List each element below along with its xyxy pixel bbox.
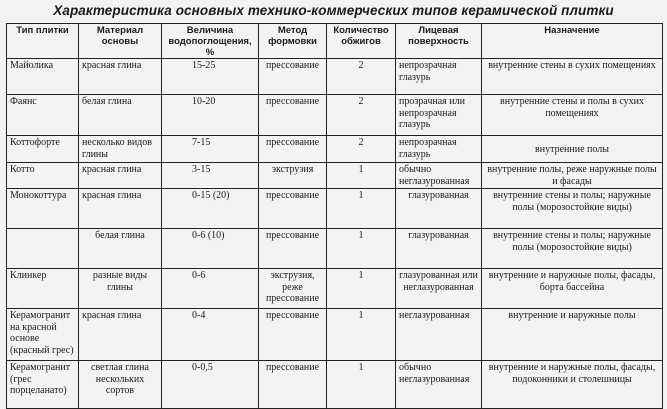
- table-header-row: [7, 24, 663, 59]
- cell-type: Котто: [7, 163, 79, 189]
- cell-type: Керамогранит (грес порцеланато): [7, 361, 79, 409]
- table-row: [7, 59, 663, 95]
- cell-firings: 2: [327, 95, 396, 136]
- cell-material: красная глина: [79, 309, 162, 361]
- cell-surface: обычно неглазурованная: [396, 163, 482, 189]
- page-title: Характеристика основных технико-коммерческих типов керамической плитки: [53, 3, 614, 18]
- cell-purpose: внутренние и наружные полы, фасады, борта бассейна: [482, 269, 663, 309]
- cell-method: прессование: [259, 361, 327, 409]
- cell-method: прессование: [259, 59, 327, 95]
- column-header-material: Материал основы: [79, 24, 162, 59]
- cell-surface: непрозрачная глазурь: [396, 59, 482, 95]
- column-header-method: Метод формовки: [259, 24, 327, 59]
- cell-material: красная глина: [79, 163, 162, 189]
- cell-method: прессование: [259, 136, 327, 163]
- cell-purpose: внутренние стены и полы в сухих помещениях: [482, 95, 663, 136]
- cell-type: Клинкер: [7, 269, 79, 309]
- cell-absorption: 3-15: [162, 163, 259, 189]
- cell-method: прессование: [259, 95, 327, 136]
- cell-purpose: внутренние стены в сухих помещениях: [482, 59, 663, 95]
- cell-firings: 1: [327, 361, 396, 409]
- table-row: [7, 136, 663, 163]
- cell-material: несколько видов глины: [79, 136, 162, 163]
- cell-purpose: внутренние стены и полы; наружные полы (морозостойкие виды): [482, 189, 663, 229]
- cell-absorption: 10-20: [162, 95, 259, 136]
- cell-method: экструзия: [259, 163, 327, 189]
- cell-surface: неглазурованная: [396, 309, 482, 361]
- table-row: [7, 269, 663, 309]
- table-row: [7, 309, 663, 361]
- cell-material: разные виды глины: [79, 269, 162, 309]
- cell-purpose: внутренние полы: [482, 136, 663, 163]
- table-row: [7, 95, 663, 136]
- cell-purpose: внутренние полы, реже наружные полы и фасады: [482, 163, 663, 189]
- cell-type: [7, 229, 79, 269]
- cell-material: красная глина: [79, 189, 162, 229]
- cell-method: прессование: [259, 309, 327, 361]
- cell-surface: глазурованная или неглазурованная: [396, 269, 482, 309]
- cell-firings: 1: [327, 163, 396, 189]
- cell-type: Майолика: [7, 59, 79, 95]
- cell-absorption: 0-6: [162, 269, 259, 309]
- cell-type: Фаянс: [7, 95, 79, 136]
- cell-surface: глазурованная: [396, 229, 482, 269]
- cell-method: прессование: [259, 229, 327, 269]
- cell-absorption: 0-6 (10): [162, 229, 259, 269]
- cell-surface: непрозрачная глазурь: [396, 136, 482, 163]
- cell-surface: прозрачная или непрозрачная глазурь: [396, 95, 482, 136]
- cell-purpose: внутренние и наружные полы: [482, 309, 663, 361]
- cell-firings: 2: [327, 59, 396, 95]
- table-row: [7, 229, 663, 269]
- column-header-type: Тип плитки: [7, 24, 79, 59]
- cell-material: светлая глина нескольких сортов: [79, 361, 162, 409]
- table-row: [7, 163, 663, 189]
- cell-firings: 1: [327, 229, 396, 269]
- cell-purpose: внутренние и наружные полы, фасады, подоконники и столешницы: [482, 361, 663, 409]
- column-header-purpose: Назначение: [482, 24, 663, 59]
- cell-firings: 1: [327, 269, 396, 309]
- cell-surface: глазурованная: [396, 189, 482, 229]
- cell-purpose: внутренние стены и полы; наружные полы (морозостойкие виды): [482, 229, 663, 269]
- cell-absorption: 7-15: [162, 136, 259, 163]
- cell-firings: 1: [327, 189, 396, 229]
- cell-material: белая глина: [79, 95, 162, 136]
- cell-type: Коттофорте: [7, 136, 79, 163]
- tile-characteristics-table: [6, 23, 663, 409]
- cell-method: прессование: [259, 189, 327, 229]
- cell-absorption: 15-25: [162, 59, 259, 95]
- table-row: [7, 189, 663, 229]
- cell-absorption: 0-0,5: [162, 361, 259, 409]
- table-row: [7, 361, 663, 409]
- column-header-absorption: Величина водопоглощения, %: [162, 24, 259, 59]
- cell-absorption: 0-4: [162, 309, 259, 361]
- cell-surface: обычно неглазурованная: [396, 361, 482, 409]
- cell-firings: 2: [327, 136, 396, 163]
- cell-material: красная глина: [79, 59, 162, 95]
- column-header-surface: Лицевая поверхность: [396, 24, 482, 59]
- cell-type: Керамогранит на красной основе (красный грес): [7, 309, 79, 361]
- cell-material: белая глина: [79, 229, 162, 269]
- cell-type: Монокоттура: [7, 189, 79, 229]
- column-header-firings: Количество обжигов: [327, 24, 396, 59]
- cell-firings: 1: [327, 309, 396, 361]
- cell-absorption: 0-15 (20): [162, 189, 259, 229]
- cell-method: экструзия, реже прессование: [259, 269, 327, 309]
